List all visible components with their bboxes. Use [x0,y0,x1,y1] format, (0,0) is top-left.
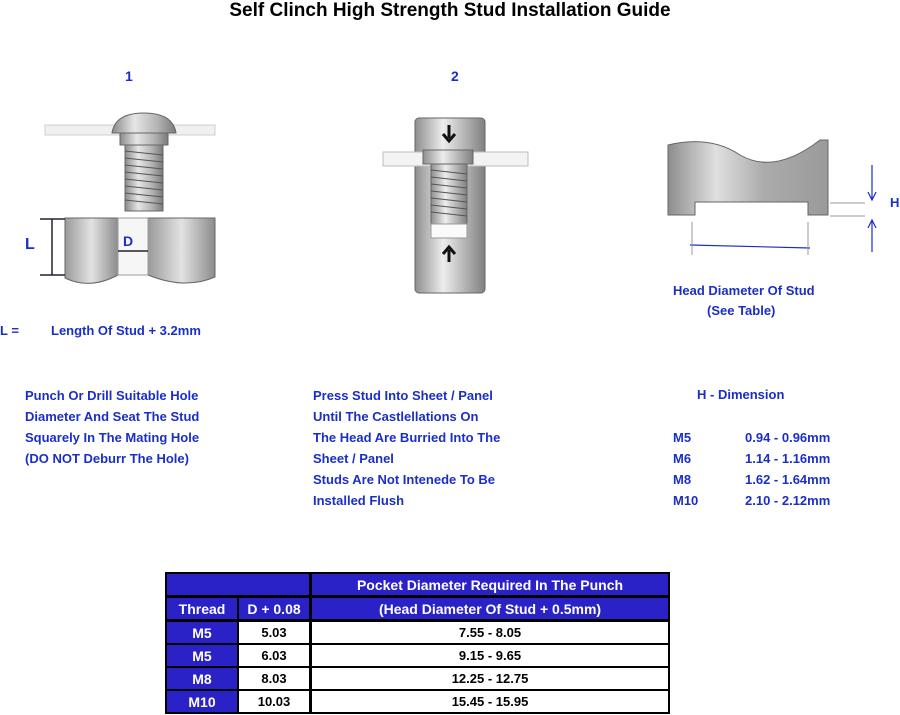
h-dimension-ranges [745,427,830,511]
table-header-d: D + 0.08 [239,598,309,619]
pocket-diameter-table [165,572,670,714]
h-range: 1.14 - 1.16mm [745,451,831,466]
instruction-line: Punch Or Drill Suitable Hole [25,388,199,403]
step-2-number: 2 [451,68,459,84]
see-table-caption: (See Table) [707,303,776,318]
instruction-line: Until The Castlellations On [313,409,479,424]
table-row-pocket: 12.25 - 12.75 [312,668,668,689]
h-thread: M10 [673,493,699,508]
instruction-line: Diameter And Seat The Stud [25,409,200,424]
table-row-thread: M10 [167,691,237,712]
h-range: 0.94 - 0.96mm [745,430,831,445]
table-header-top: Pocket Diameter Required In The Punch [312,574,668,595]
instruction-line: Installed Flush [313,493,405,508]
table-row-thread: M5 [167,645,237,666]
diameter-label: D [123,233,134,249]
instruction-line: (DO NOT Deburr The Hole) [25,451,189,466]
step-1-number: 1 [125,68,133,84]
stud-head-illustration [660,130,890,260]
table-row-d: 8.03 [239,668,309,689]
stud-and-plate-illustration [20,105,220,295]
l-definition-value: Length Of Stud + 3.2mm [51,323,201,338]
table-row-d: 10.03 [239,691,309,712]
table-row-pocket: 15.45 - 15.95 [312,691,668,712]
h-range: 2.10 - 2.12mm [745,493,831,508]
h-range: 1.62 - 1.64mm [745,472,831,487]
stud-press-illustration [375,110,535,300]
h-label: H [890,195,900,210]
table-header-pocket: (Head Diameter Of Stud + 0.5mm) [312,598,668,619]
step-1-instructions [25,385,199,469]
l-definition-key: L = [0,323,19,338]
h-thread: M6 [673,451,692,466]
h-dimension-title: H - Dimension [697,387,785,402]
h-dimension-threads [673,427,698,511]
head-diameter-caption: Head Diameter Of Stud [673,283,815,298]
step-2-instructions [313,385,500,511]
length-label: L [25,236,35,253]
instruction-line: Sheet / Panel [313,451,394,466]
table-row-thread: M5 [167,622,237,643]
table-row-d: 6.03 [239,645,309,666]
instruction-line: Press Stud Into Sheet / Panel [313,388,493,403]
h-thread: M8 [673,472,692,487]
instruction-line: The Head Are Burried Into The [313,430,501,445]
table-row-pocket: 9.15 - 9.65 [312,645,668,666]
table-header-thread: Thread [167,598,237,619]
page-title: Self Clinch High Strength Stud Installation Guide [229,0,671,21]
instruction-line: Studs Are Not Intenede To Be [313,472,496,487]
table-header-blank [167,574,309,595]
h-thread: M5 [673,430,692,445]
table-row-d: 5.03 [239,622,309,643]
instruction-line: Squarely In The Mating Hole [25,430,200,445]
table-row-pocket: 7.55 - 8.05 [312,622,668,643]
table-row-thread: M8 [167,668,237,689]
